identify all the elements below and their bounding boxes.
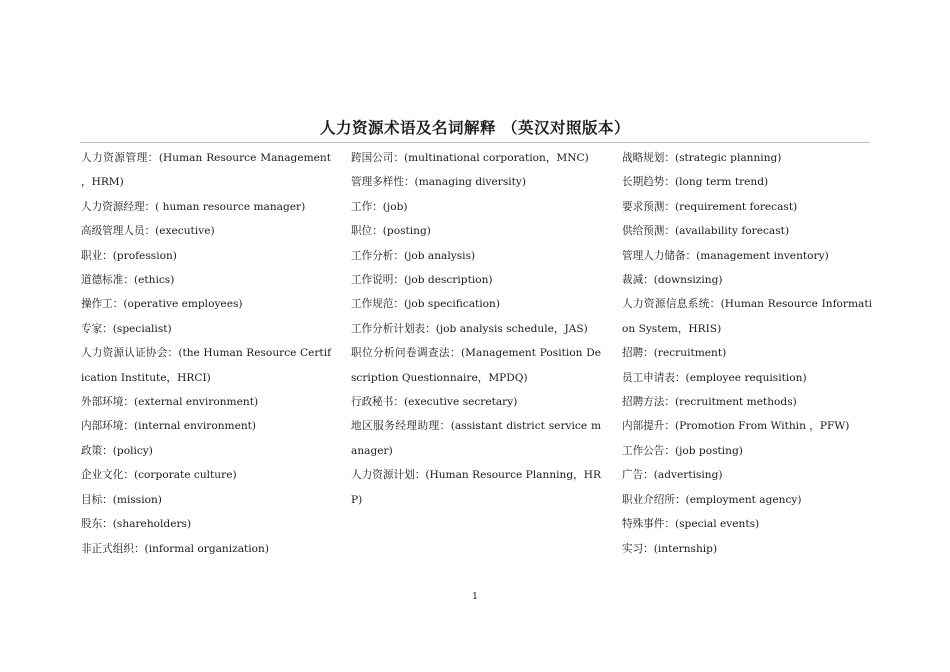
term-entry: 内部环境：(internal environment)	[81, 420, 257, 433]
term-column-1	[81, 146, 331, 561]
term-entry: 工作公告：(job posting)	[622, 444, 743, 457]
term-entry: 战略规划：(strategic planning)	[622, 152, 782, 164]
term-entry: 人力资源经理：( human resource manager)	[81, 200, 306, 213]
term-entry: 职位：(posting)	[351, 225, 431, 238]
term-entry: 管理人力储备：(management inventory)	[622, 249, 829, 262]
term-entry: 目标：(mission)	[81, 493, 162, 506]
title-divider	[80, 142, 870, 143]
term-entry: 员工申请表：(employee requisition)	[622, 371, 807, 384]
term-entry: 特殊事件：(special events)	[622, 518, 760, 531]
term-entry: 内部提升：(Promotion From Within ，PFW)	[622, 420, 850, 433]
term-entry: 职业：(profession)	[81, 249, 177, 262]
term-entry: 裁减：(downsizing)	[622, 274, 723, 287]
term-entry: 工作说明：(job description)	[351, 274, 493, 287]
term-entry: 地区服务经理助理：(assistant district service manager)	[351, 420, 601, 457]
document-title: 人力资源术语及名词解释 （英汉对照版本）	[320, 119, 630, 137]
term-entry: 实习：(internship)	[622, 542, 718, 555]
term-entry: 工作分析：(job analysis)	[351, 249, 476, 262]
term-entry: 行政秘书：(executive secretary)	[351, 396, 518, 409]
term-entry: 人力资源信息系统：(Human Resource Information System，HRIS)	[622, 298, 872, 335]
term-entry: 政策：(policy)	[81, 444, 153, 457]
term-entry: 工作分析计划表：(job analysis schedule，JAS)	[351, 322, 588, 335]
term-entry: 企业文化：(corporate culture)	[81, 469, 237, 482]
page-number: 1	[471, 591, 479, 602]
term-entry: 要求预测：(requirement forecast)	[622, 200, 798, 213]
term-entry: 外部环境：(external environment)	[81, 396, 259, 409]
term-entry: 长期趋势：(long term trend)	[622, 176, 769, 189]
term-column-2	[351, 146, 601, 512]
term-column-3	[622, 146, 872, 561]
term-entry: 人力资源计划：(Human Resource Planning，HRP)	[351, 469, 601, 506]
term-entry: 供给预测：(availability forecast)	[622, 225, 790, 238]
term-entry: 招聘：(recruitment)	[622, 347, 727, 360]
term-entry: 广告：(advertising)	[622, 469, 723, 482]
term-entry: 高级管理人员：(executive)	[81, 225, 215, 238]
term-entry: 人力资源认证协会：(the Human Resource Certification Institute，HRCI)	[81, 347, 331, 384]
term-entry: 职业介绍所：(employment agency)	[622, 493, 802, 506]
term-entry: 工作：(job)	[351, 200, 408, 213]
term-entry: 跨国公司：(multinational corporation，MNC)	[351, 152, 589, 164]
term-entry: 道德标准：(ethics)	[81, 274, 175, 287]
term-entry: 管理多样性：(managing diversity)	[351, 176, 527, 189]
term-entry: 股东：(shareholders)	[81, 518, 192, 531]
term-entry: 专家：(specialist)	[81, 322, 172, 335]
term-entry: 操作工：(operative employees)	[81, 298, 243, 311]
term-entry: 工作规范：(job specification)	[351, 298, 501, 311]
term-entry: 非正式组织：(informal organization)	[81, 542, 270, 555]
term-entry: 人力资源管理：(Human Resource Management ，HRM)	[81, 152, 331, 189]
term-entry: 职位分析问卷调查法：(Management Position Description Questionnaire，MPDQ)	[351, 347, 601, 384]
term-entry: 招聘方法：(recruitment methods)	[622, 396, 797, 409]
